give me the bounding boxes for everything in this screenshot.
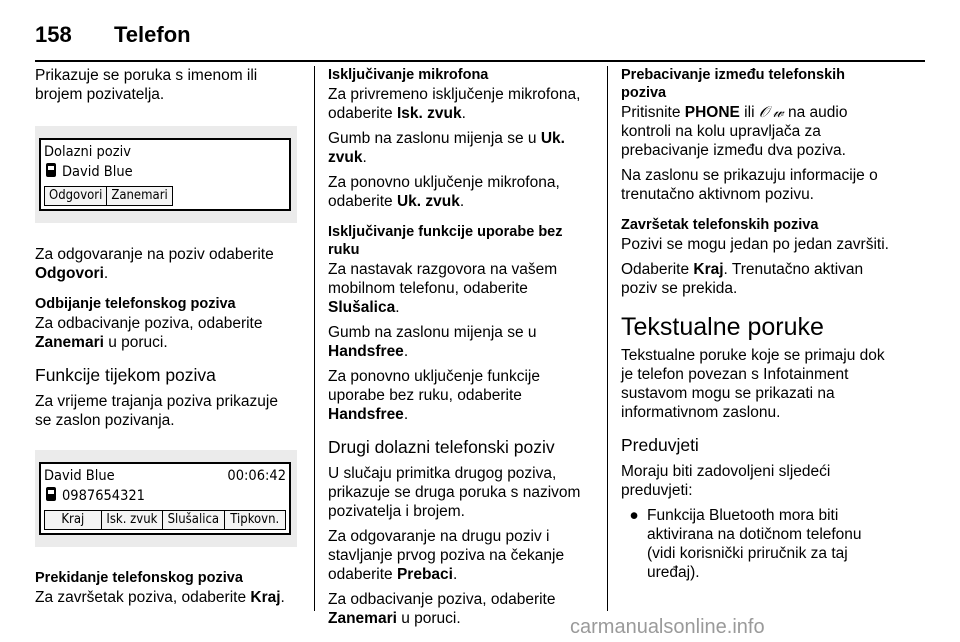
mute-heading: Isključivanje mikrofona [328,67,489,83]
functions-text: Za vrijeme trajanja poziva prikazuje se zaslon pozivanja. [35,393,278,429]
caller-number: 0987654321 [62,488,145,504]
active-call-display [39,462,291,535]
switch-info-text: Na zaslonu se prikazuju informacije o trenutačno aktivnom pozivu. [621,167,878,203]
list-item [621,506,889,582]
mobile-phone-icon [46,487,56,501]
watermark: carmanualsonline.info [570,616,765,638]
switch-text: Pritisnite PHONE ili 𝒪 𝓌 na audio kontroli na kolu upravljača za prebacivanje između dva poziva. [621,104,848,159]
intro-text: Prikazuje se poruka s imenom ili brojem pozivatelja. [35,67,258,103]
switch-heading: Prebacivanje između telefonskih poziva [621,67,846,101]
column-3 [621,66,889,582]
end-call-heading: Prekidanje telefonskog poziva [35,570,243,586]
keypad-button[interactable]: Tipkovn. [225,510,286,530]
ignore-button[interactable]: Zanemari [107,186,172,206]
incoming-call-screen [35,126,297,223]
reject-text: Za odbacivanje poziva, odaberite Zanemari u poruci. [35,315,263,351]
mobile-phone-icon [46,163,56,177]
column-1 [35,66,297,613]
page-title: Telefon [114,22,191,47]
column-2 [328,66,590,634]
column-divider-2 [607,66,608,611]
reject-heading: Odbijanje telefonskog poziva [35,296,236,312]
second-answer-text: Za odgovaranje na drugu poziv i stavljanje prvog poziva na čekanje odaberite Prebaci. [328,528,565,583]
handsfree-heading: Isključivanje funkcije uporabe bez ruku [328,224,563,258]
end-call-text: Za završetak poziva, odaberite Kraj. [35,589,285,606]
active-call-screen [35,450,297,547]
column-divider-1 [314,66,315,611]
screen-title: Dolazni poziv [44,144,131,160]
end-select-text: Odaberite Kraj. Trenutačno aktivan poziv se prekida. [621,261,864,297]
phone-control-icon: 𝒪 𝓌 [758,104,784,121]
mute-button[interactable]: Isk. zvuk [102,510,163,530]
prerequisites-text: Moraju biti zadovoljeni sljedeći preduvjeti: [621,463,831,499]
second-reject-text: Za odbacivanje poziva, odaberite Zanemari u poruci. [328,591,556,627]
bullet-text: Funkcija Bluetooth mora biti aktivirana na dotičnom telefonu (vidi korisnički priručnik za taj uređaj). [647,507,862,581]
mute-text: Za privremeno isključenje mikrofona, odaberite Isk. zvuk. [328,86,581,122]
second-call-heading: Drugi dolazni telefonski poziv [328,437,555,457]
sms-heading: Tekstualne poruke [621,313,824,341]
handset-button[interactable]: Slušalica [163,510,224,530]
functions-heading: Funkcije tijekom poziva [35,365,216,385]
handsfree-change-text: Gumb na zaslonu mijenja se u Handsfree. [328,324,537,360]
answer-button[interactable]: Odgovori [44,186,107,206]
active-caller-name: David Blue [44,468,115,484]
page-number: 158 [35,22,72,47]
bullet-icon: ● [629,507,639,524]
end-calls-text: Pozivi se mogu jedan po jedan završiti. [621,236,889,253]
page-header [35,22,925,62]
second-call-text: U slučaju primitka drugog poziva, prikazuje se druga poruka s nazivom pozivatelja i brojem. [328,465,581,520]
end-calls-heading: Završetak telefonskih poziva [621,217,819,233]
call-duration: 00:06:42 [227,468,286,484]
caller-name: David Blue [62,164,133,180]
prerequisites-heading: Preduvjeti [621,435,699,455]
sms-text: Tekstualne poruke koje se primaju dok je telefon povezan s Infotainment sustavom mogu se prikazati na informativnom zaslonu. [621,347,885,421]
answer-text: Za odgovaranje na poziv odaberite Odgovori. [35,246,274,282]
handsfree-text: Za nastavak razgovora na vašem mobilnom telefonu, odaberite Slušalica. [328,261,558,316]
incoming-call-display [39,138,291,211]
handsfree-on-text: Za ponovno uključenje funkcije uporabe bez ruku, odaberite Handsfree. [328,368,540,423]
unmute-text: Za ponovno uključenje mikrofona, odaberite Uk. zvuk. [328,174,560,210]
mute-change-text: Gumb na zaslonu mijenja se u Uk. zvuk. [328,130,565,166]
end-call-button[interactable]: Kraj [44,510,102,530]
